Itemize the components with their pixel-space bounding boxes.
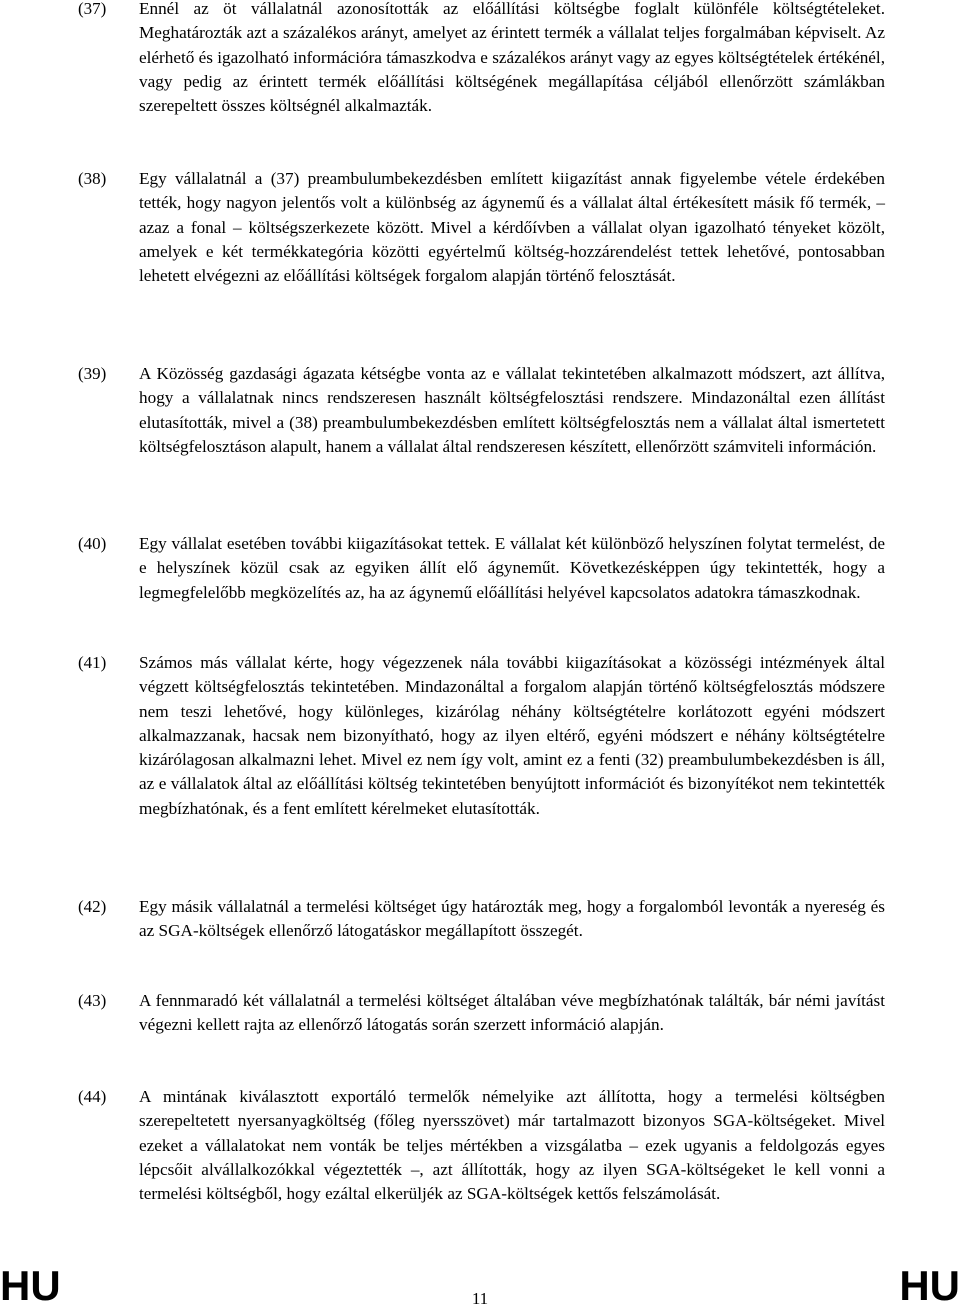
paragraph-text: Egy másik vállalatnál a termelési költséget úgy határozták meg, hogy a forgalomból levonták a nyereség és az SGA-költségek ellenőrző látogatáskor megállapított összegét.: [139, 897, 885, 941]
paragraph-text: A mintának kiválasztott exportáló termelők némelyike azt állította, hogy a termelési költségben szerepeltetett nyersanyagköltség (főleg nyersszövet) már tartalmazott bizonyos SGA-költségeket. Mivel ezeket a vállalatokat nem vonták be teljes mértékben a vizsgálatba – ezek ugyanis a feldolgozás egyes lépcsőit alvállalkozókkal végeztették –, azt állították, hogy az ilyen SGA-költségeket le kell vonni a termelési költségből, hogy ezáltal elkerüljék az SGA-költségek kettős felszámolását.: [139, 1087, 885, 1204]
paragraph-text: A fennmaradó két vállalatnál a termelési költséget általában véve megbízhatónak találták, bár némi javítást végezni kellett rajta az ellenőrző látogatás során szerzett információ alapján.: [139, 991, 885, 1035]
paragraph-number: (43): [78, 991, 107, 1010]
footer-language-label-right: HU: [899, 1262, 960, 1309]
paragraph-text: Számos más vállalat kérte, hogy végezzenek nála további kiigazításokat a közösségi intézmények által végzett költségfelosztás tekintetében. Mindazonáltal a forgalom alapján történő költségfelosztás módszere nem teszi lehetővé, hogy különleges, kizárólag néhány költségtételre korlátozott egyéni módszert alkalmazzanak, hacsak nem bizonyítható, hogy az ilyen eltérő, egyéni módszert e néhány költségtételre kizárólagosan alkalmazni lehet. Mivel ez nem így volt, amint ez a fenti (32) preambulumbekezdésben is áll, az e vállalatok által az előállítási költség tekintetében benyújtott információt és bizonyítékot nem tekintették megbízhatónak, és a fent említett kérelmeket elutasították.: [139, 653, 885, 818]
paragraph-number: (44): [78, 1087, 107, 1106]
paragraph-number: (37): [78, 0, 107, 18]
paragraph-text: Ennél az öt vállalatnál azonosították az előállítási költségbe foglalt különféle költségtételeket. Meghatározták azt a százalékos arányt, amelyet az érintett termék a vállalat teljes forgalmában képviselt. Az elérhető és igazolható információra támaszkodva e százalékos arányt vagy az egyes költségtételek értékénél, vagy pedig az érintett termék előállítási költségének megállapítása céljából ellenőrzött számlákban szerepeltett összes költségnél alkalmazták.: [139, 0, 885, 116]
paragraph-number: (41): [78, 653, 107, 672]
paragraph-number: (42): [78, 897, 107, 916]
paragraph-number: (40): [78, 534, 107, 553]
footer-language-label-left: HU: [0, 1262, 61, 1309]
paragraph-number: (39): [78, 364, 107, 383]
paragraph-text: Egy vállalatnál a (37) preambulumbekezdésben említett kiigazítást annak figyelembe vétele érdekében tették, hogy nagyon jelentős volt a különbség az ágynemű és a vállalat által értékesített másik fő termék, – azaz a fonal – költségszerkezete között. Mivel a kérdőívben a vállalat olyan igazolható tényeket közölt, amelyek e két termékkategória közötti egyértelmű költség-hozzárendelést tettek lehetővé, pontosabban lehetett elvégezni az előállítási költségek forgalom alapján történő felosztását.: [139, 169, 885, 286]
paragraph-text: Egy vállalat esetében további kiigazításokat tettek. E vállalat két különböző helyszínen folytat termelést, de e helyszínek közül csak az egyiken állít elő ágyneműt. Következésképpen úgy tekintették, hogy a legmegfelelőbb megközelítés az, ha az ágynemű előállítási helyével kapcsolatos adatokra támaszkodnak.: [139, 534, 885, 602]
paragraph-text: A Közösség gazdasági ágazata kétségbe vonta az e vállalat tekintetében alkalmazott módszert, azt állítva, hogy a vállalatnak nincs rendszeresen használt költségfelosztási rendszere. Mindazonáltal ezen állítást elutasították, mivel a (38) preambulumbekezdésben említett költségfelosztás nem a vállalat által ismertetett költségfelosztáson alapult, hanem a vállalat által rendszeresen készített, ellenőrzött számviteli információn.: [139, 364, 885, 456]
page-number: 11: [471, 1289, 489, 1308]
paragraph-number: (38): [78, 169, 107, 188]
